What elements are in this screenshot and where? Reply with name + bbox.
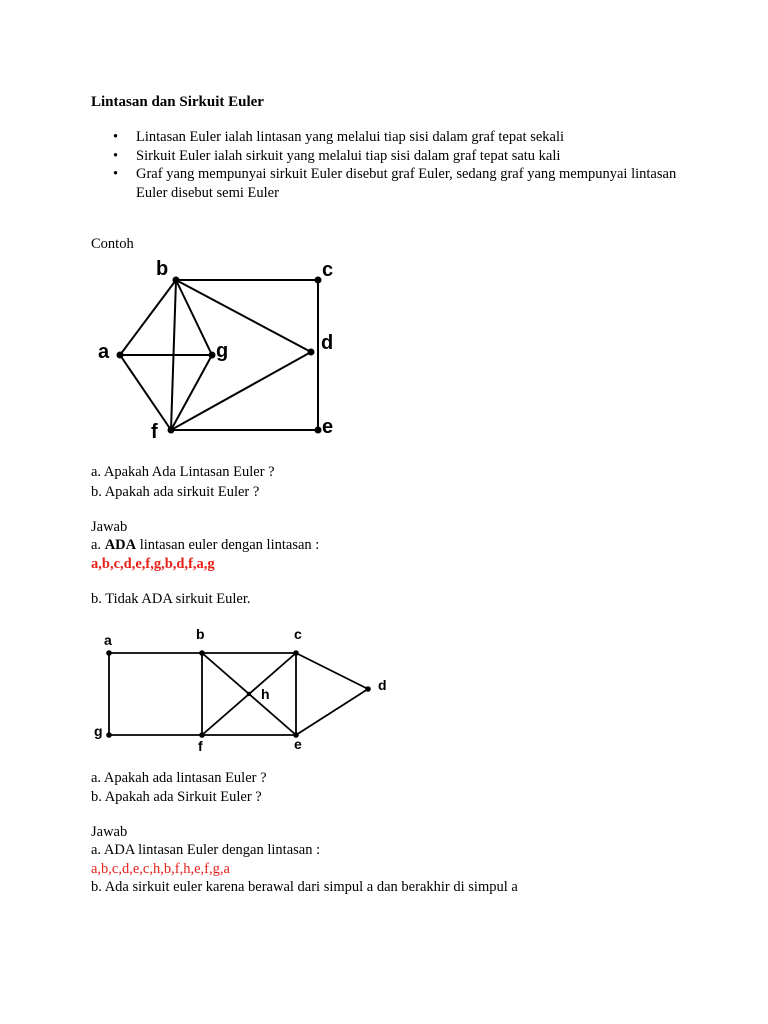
node-label-g: g [216, 340, 229, 362]
answer-2-heading: Jawab [91, 824, 128, 840]
node-label-d: d [378, 677, 387, 693]
node-c [293, 650, 299, 656]
node-label-c: c [322, 259, 334, 281]
node-b [199, 650, 205, 656]
node-label-f: f [198, 738, 203, 754]
node-a [106, 650, 112, 656]
answer-1-path: a,b,c,d,e,f,g,b,d,f,a,g [91, 556, 215, 572]
answer-1-heading: Jawab [91, 519, 128, 535]
node-label-f: f [151, 421, 158, 443]
example-label: Contoh [91, 236, 134, 252]
node-label-a: a [104, 632, 112, 648]
node-label-b: b [196, 626, 205, 642]
answer-2b: b. Ada sirkuit euler karena berawal dari simpul a dan berakhir di simpul a [91, 879, 518, 895]
bullet-item: • Graf yang mempunyai sirkuit Euler disebut graf Euler, sedang graf yang mempunyai lintasan Euler disebut semi Euler [91, 165, 691, 202]
node-label-e: e [294, 736, 302, 752]
node-g [106, 732, 112, 738]
bullet-item: • Sirkuit Euler ialah sirkuit yang melalui tiap sisi dalam graf tepat satu kali [91, 147, 691, 166]
node-label-a: a [98, 341, 110, 363]
node-f [199, 732, 205, 738]
question-2a: a. Apakah ada lintasan Euler ? [91, 770, 267, 786]
node-h [247, 692, 251, 696]
node-label-d: d [321, 332, 334, 354]
answer-1a-rest: lintasan euler dengan lintasan : [139, 537, 320, 553]
node-label-h: h [261, 686, 270, 702]
node-label-g: g [94, 723, 103, 739]
node-label-b: b [156, 258, 169, 280]
node-label-c: c [294, 626, 302, 642]
answer-1b: b. Tidak ADA sirkuit Euler. [91, 591, 251, 607]
page-title: Lintasan dan Sirkuit Euler [91, 94, 264, 110]
question-1a: a. Apakah Ada Lintasan Euler ? [91, 464, 275, 480]
edge-e-d [296, 689, 368, 735]
node-label-e: e [322, 416, 334, 438]
answer-2-path: a,b,c,d,e,c,h,b,f,h,e,f,g,a [91, 861, 230, 877]
node-d [365, 686, 371, 692]
edge-c-d [296, 653, 368, 689]
bullet-item: • Lintasan Euler ialah lintasan yang melalui tiap sisi dalam graf tepat sekali [91, 128, 691, 147]
answer-2a: a. ADA lintasan Euler dengan lintasan : [91, 842, 321, 858]
answer-1a-bold: ADA [104, 537, 137, 553]
question-2b: b. Apakah ada Sirkuit Euler ? [91, 789, 262, 805]
question-1b: b. Apakah ada sirkuit Euler ? [91, 484, 260, 500]
answer-1a-prefix: a. [91, 537, 102, 553]
